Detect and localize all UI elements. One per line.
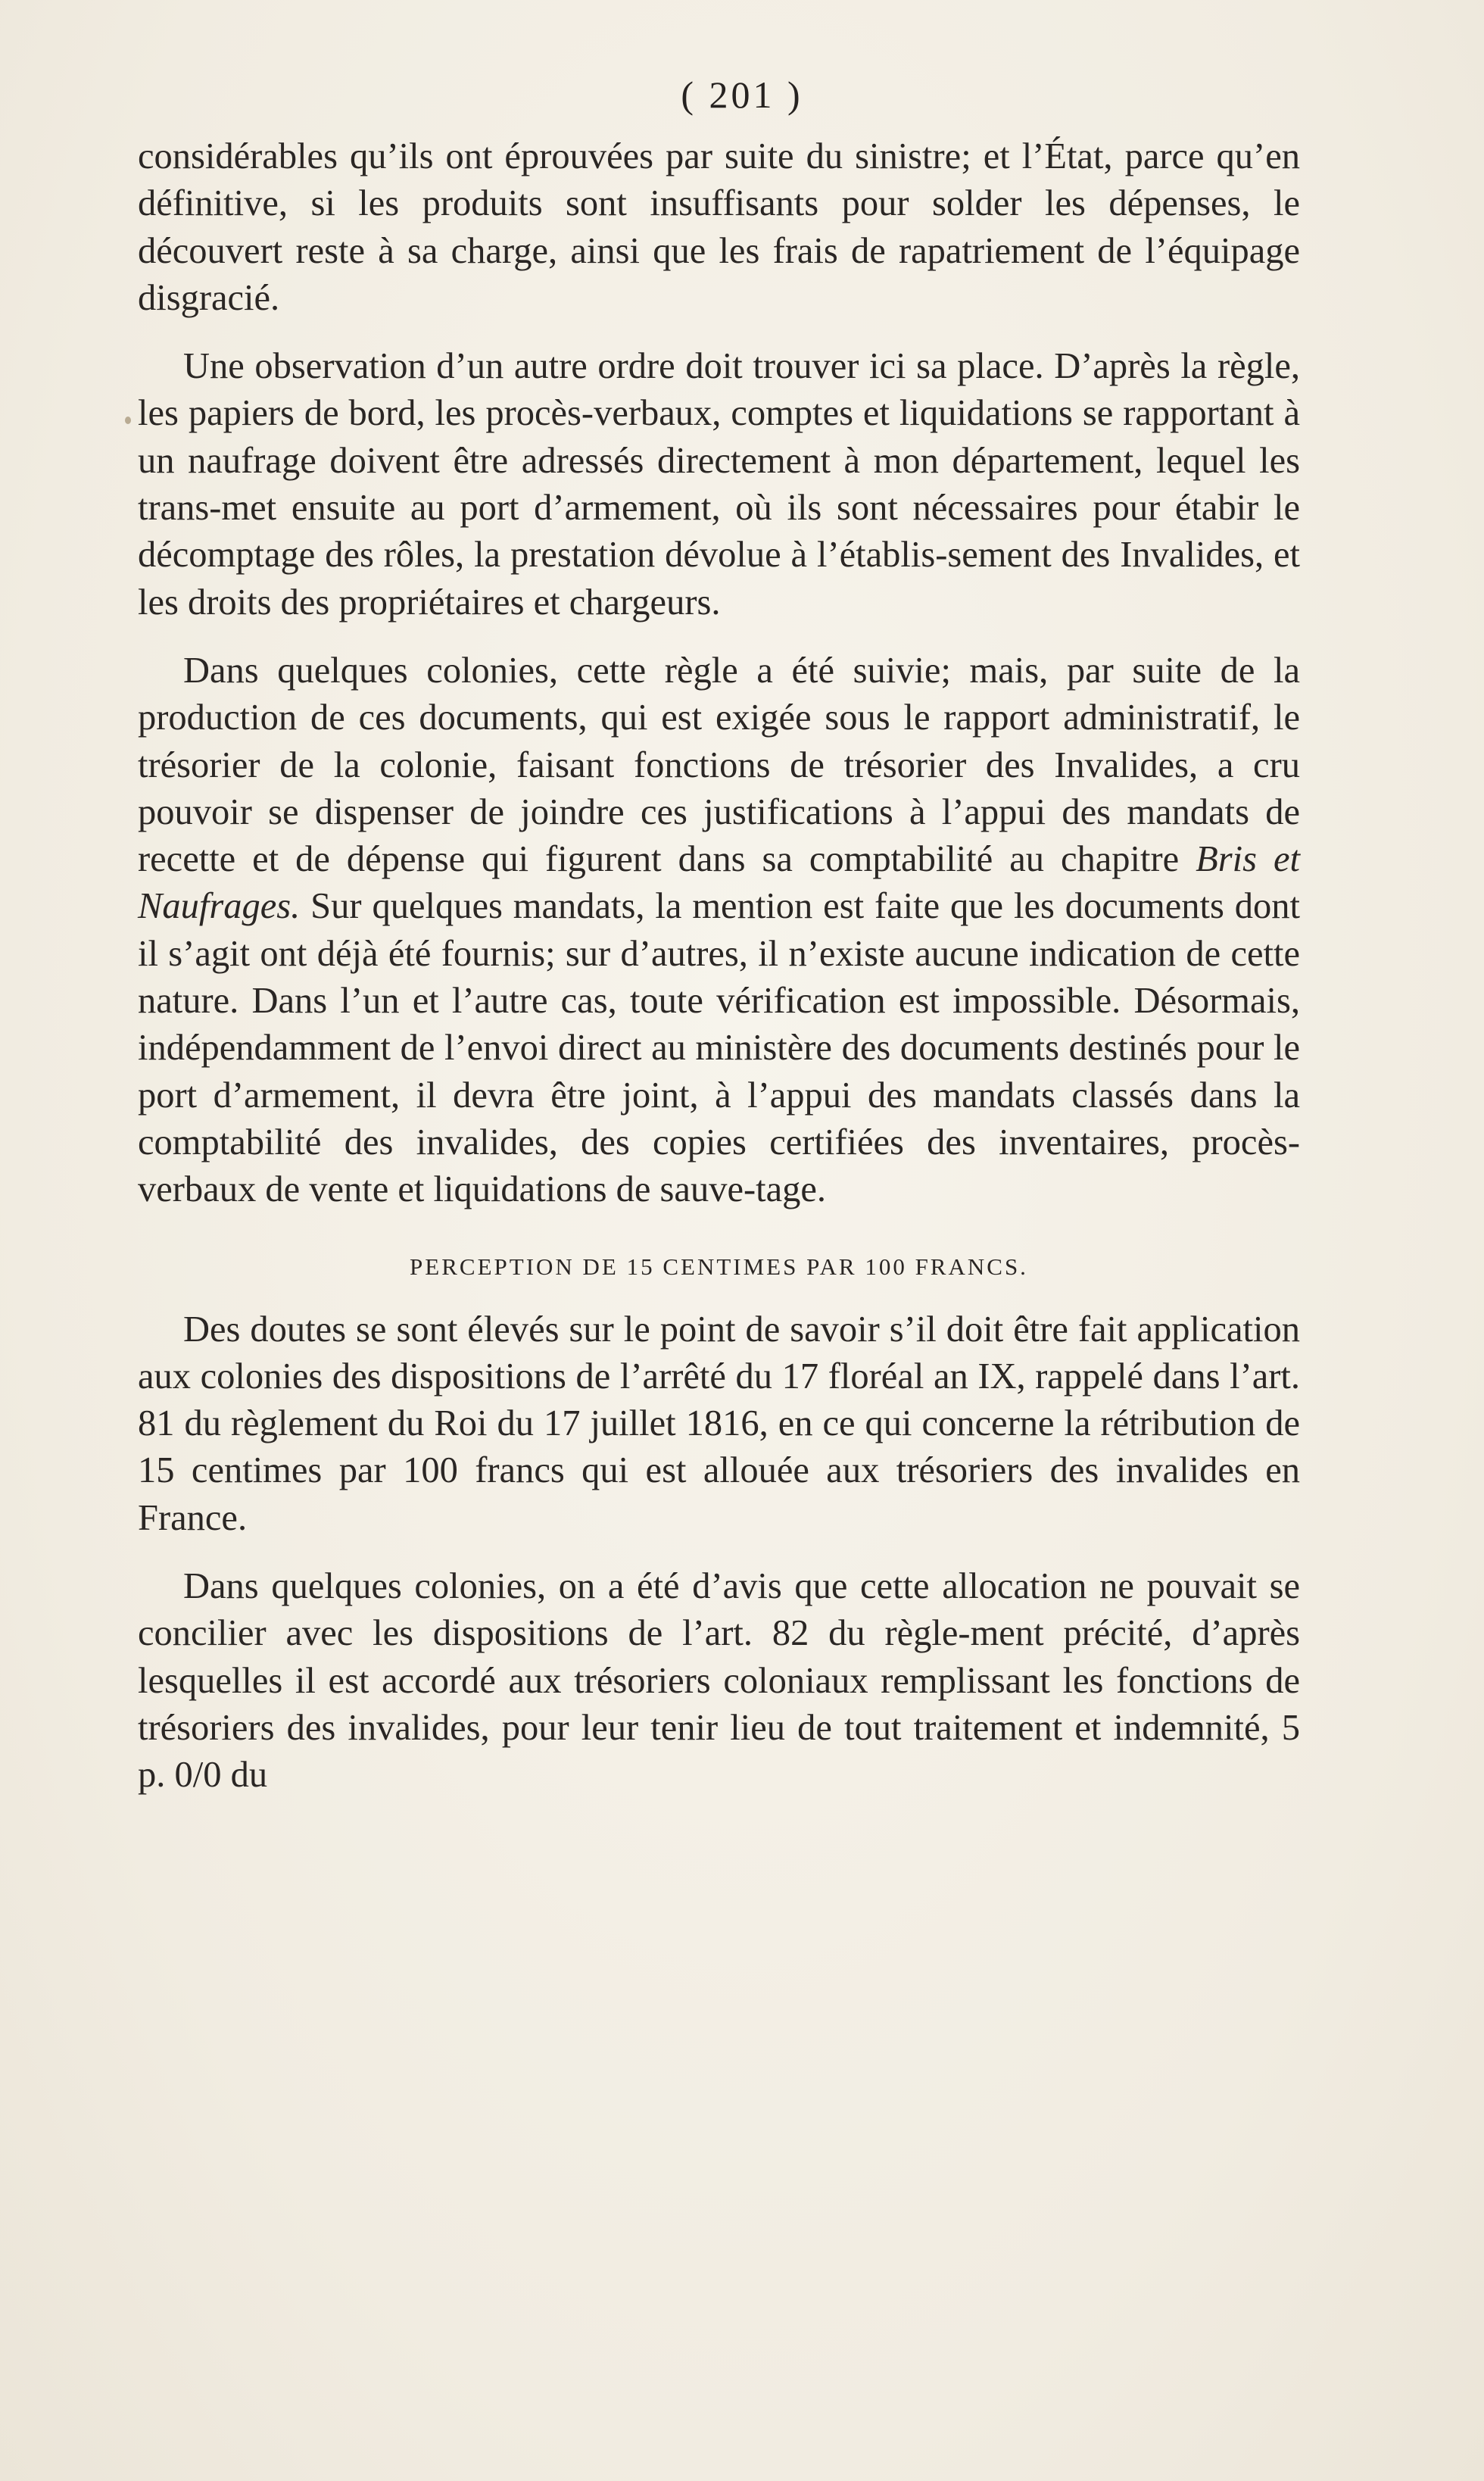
paragraph-allocation: Dans quelques colonies, on a été d’avis que cette allocation ne pouvait se concilier avec les dispositions de l’art. 82 du règle-ment précité, d’après lesquelles il est accordé aux trésoriers coloniaux remplissant les fonctions de trésoriers des invalides, pour leur tenir lieu de tout traitement et indemnité, 5 p. 0/0 du [138,1566,1300,1796]
paragraph-colonies-rule-text: Dans quelques colonies, cette règle a été suivie; mais, par suite de la production de ces documents, qui est exigée sous le rapport administratif, le trésorier de la colonie, faisant fonctions de trésorier des Invalides, a cru pouvoir se dispenser de joindre ces justifications à l’appui des mandats de recette et de dépense qui figurent dans sa comptabilité au chapitre [138,650,1300,880]
section-heading: PERCEPTION DE 15 CENTIMES PAR 100 FRANCS. [410,1253,1028,1280]
paragraph-colonies-rule-cont: Sur quelques mandats, la mention est faite que les documents dont il s’agit ont déjà été fournis; sur d’autres, il n’existe aucune indication de cette nature. Dans l’un et l’autre cas, toute vérification est impossible. Désormais, indépendamment de l’envoi direct au ministère des documents destinés pour le port d’armement, il devra être joint, à l’appui des mandats classés dans la comptabilité des invalides, des copies certifiées des inventaires, procès-verbaux de vente et liquidations de sauve-tage. [138,886,1301,1210]
body-text [138,133,1300,1799]
paragraph-continuation: considérables qu’ils ont éprouvées par suite du sinistre; et l’État, parce qu’en définitive, si les produits sont insuffisants pour solder les dépenses, le découvert reste à sa charge, ainsi que les frais de rapatriement de l’équipage disgracié. [138,136,1300,318]
paragraph-doubts: Des doutes se sont élevés sur le point de savoir s’il doit être fait application aux colonies des dispositions de l’arrêté du 17 floréal an IX, rappelé dans l’art. 81 du règlement du Roi du 17 juillet 1816, en ce qui concerne la rétribution de 15 centimes par 100 francs qui est allouée aux trésoriers des invalides en France. [138,1309,1300,1538]
paragraph-observation: Une observation d’un autre ordre doit trouver ici sa place. D’après la règle, les papiers de bord, les procès-verbaux, comptes et liquidations se rapportant à un naufrage doivent être adressés directement à mon département, lequel les trans-met ensuite au port d’armement, où ils sont nécessaires pour étabir le décomptage des rôles, la prestation dévolue à l’établis-sement des Invalides, et les droits des propriétaires et chargeurs. [138,346,1300,623]
paper-spot [125,417,131,424]
paragraph-colonies-rule [138,648,1300,1214]
page-number: ( 201 ) [681,73,803,116]
chapter-title-italic: Bris et Naufrages. [138,839,1300,927]
